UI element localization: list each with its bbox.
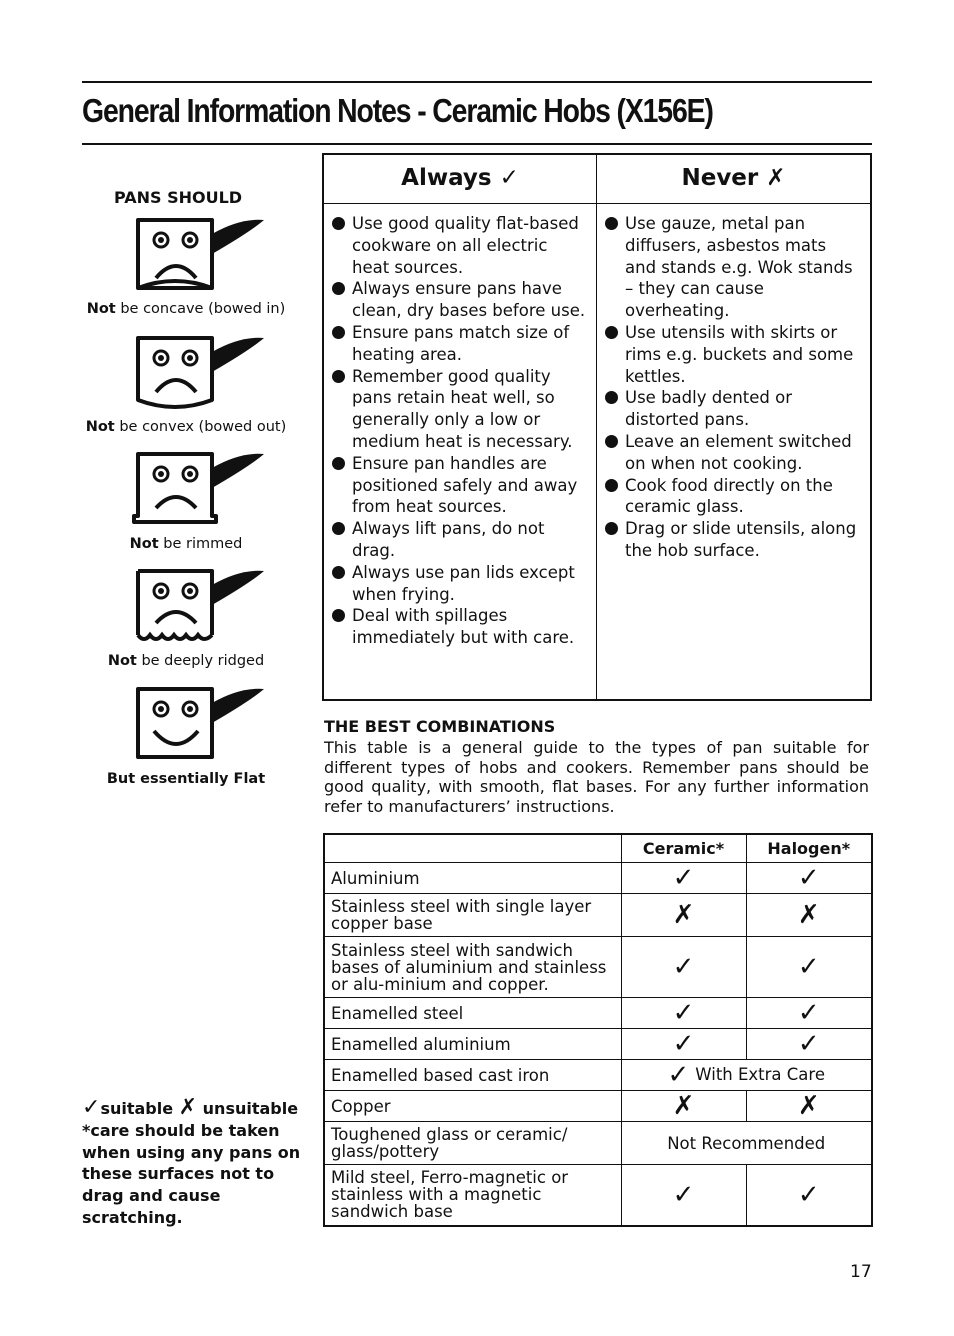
tick-mark: ✓ <box>667 1060 690 1090</box>
table-row <box>324 1091 872 1122</box>
unsuitable-mark: ✗ <box>178 1095 198 1120</box>
pan-caption-rimmed: Not be rimmed <box>129 536 243 552</box>
table-row <box>324 1165 872 1226</box>
table-row <box>324 1060 872 1091</box>
header-blank <box>324 834 621 863</box>
always-item: Use good quality flat-based cookware on all electric heat sources. <box>330 213 588 278</box>
halogen-mark: ✓ <box>746 1165 872 1226</box>
suitable-mark: ✓ <box>82 1095 101 1120</box>
halogen-mark: ✗ <box>746 894 872 937</box>
pans-should-heading: PANS SHOULD <box>113 188 243 207</box>
halogen-mark: ✓ <box>746 937 872 998</box>
row-label: Enamelled aluminium <box>324 1029 621 1060</box>
halogen-mark: ✓ <box>746 863 872 894</box>
table-row <box>324 937 872 998</box>
ceramic-mark: ✓ <box>621 998 746 1029</box>
never-item: Use badly dented or distorted pans. <box>603 387 862 431</box>
care-note: *care should be taken when using any pans on these surfaces not to drag and cause scratching. <box>82 1120 301 1227</box>
never-item: Leave an element switched on when not cooking. <box>603 431 862 475</box>
table-row <box>324 863 872 894</box>
row-label: Aluminium <box>324 863 621 894</box>
table-row <box>324 894 872 937</box>
never-item: Use utensils with skirts or rims e.g. buckets and some kettles. <box>603 322 862 387</box>
row-label: Enamelled steel <box>324 998 621 1029</box>
pan-caption-ridged: Not be deeply ridged <box>107 653 265 669</box>
always-item: Ensure pans match size of heating area. <box>330 322 588 366</box>
ridged-pan-icon <box>130 563 270 643</box>
pan-caption-concave: Not be concave (bowed in) <box>86 301 286 317</box>
always-item: Deal with spillages immediately but with care. <box>330 605 588 649</box>
top-rule <box>82 81 872 83</box>
row-label: Stainless steel with sandwich bases of aluminium and stainless or alu-minium and copper. <box>324 937 621 998</box>
rimmed-pan-icon <box>130 446 270 526</box>
never-header: Never ✗ <box>597 155 870 204</box>
merged-cell-text: With Extra Care <box>695 1065 825 1084</box>
pan-caption-convex: Not be convex (bowed out) <box>85 419 287 435</box>
row-label: Enamelled based cast iron <box>324 1060 621 1091</box>
page-title: General Information Notes - Ceramic Hobs (X156E) <box>82 92 713 129</box>
header-halogen: Halogen* <box>746 834 872 863</box>
merged-cell: Not Recommended <box>621 1122 872 1165</box>
always-never-table <box>322 153 872 701</box>
always-header: Always ✓ <box>324 155 596 204</box>
never-item: Use gauze, metal pan diffusers, asbestos mats and stands e.g. Wok stands – they can cause overheating. <box>603 213 862 322</box>
ceramic-mark: ✓ <box>621 1165 746 1226</box>
ceramic-mark: ✗ <box>621 1091 746 1122</box>
merged-cell <box>621 1060 872 1091</box>
ceramic-mark: ✓ <box>621 937 746 998</box>
title-rule <box>82 143 872 145</box>
always-item: Always lift pans, do not drag. <box>330 518 588 562</box>
never-list <box>597 204 870 562</box>
always-column <box>324 155 597 699</box>
suitable-label: suitable <box>100 1099 174 1118</box>
always-item: Ensure pan handles are positioned safely and away from heat sources. <box>330 453 588 518</box>
always-item: Always ensure pans have clean, dry bases before use. <box>330 278 588 322</box>
best-combinations-title: THE BEST COMBINATIONS <box>324 717 556 736</box>
always-list <box>324 204 596 649</box>
halogen-mark: ✗ <box>746 1091 872 1122</box>
table-row <box>324 998 872 1029</box>
table-row <box>324 1122 872 1165</box>
ceramic-mark: ✗ <box>621 894 746 937</box>
flat-pan-icon <box>130 681 270 761</box>
convex-pan-icon <box>130 330 270 410</box>
never-item: Cook food directly on the ceramic glass. <box>603 475 862 519</box>
legend <box>82 1097 307 1229</box>
best-combinations-text: This table is a general guide to the types of pan suitable for different types of hobs and cookers. Remember pans should be good quality, with smooth, flat bases. For any further information refer to manufacturers’ instructions. <box>324 738 869 816</box>
table-header-row <box>324 834 872 863</box>
combinations-table <box>323 833 873 1227</box>
row-label: Stainless steel with single layer copper base <box>324 894 621 937</box>
row-label: Mild steel, Ferro-magnetic or stainless with a magnetic sandwich base <box>324 1165 621 1226</box>
page-number: 17 <box>850 1262 872 1282</box>
unsuitable-label: unsuitable <box>197 1099 299 1118</box>
table-row <box>324 1029 872 1060</box>
never-column <box>597 155 870 699</box>
row-label: Copper <box>324 1091 621 1122</box>
ceramic-mark: ✓ <box>621 1029 746 1060</box>
always-item: Remember good quality pans retain heat well, so generally only a low or medium heat is necessary. <box>330 366 588 453</box>
row-label: Toughened glass or ceramic/ glass/pottery <box>324 1122 621 1165</box>
header-ceramic: Ceramic* <box>621 834 746 863</box>
never-item: Drag or slide utensils, along the hob surface. <box>603 518 862 562</box>
pan-caption-flat: But essentially Flat <box>106 771 266 787</box>
halogen-mark: ✓ <box>746 998 872 1029</box>
always-item: Always use pan lids except when frying. <box>330 562 588 606</box>
concave-pan-icon <box>130 212 270 292</box>
halogen-mark: ✓ <box>746 1029 872 1060</box>
ceramic-mark: ✓ <box>621 863 746 894</box>
